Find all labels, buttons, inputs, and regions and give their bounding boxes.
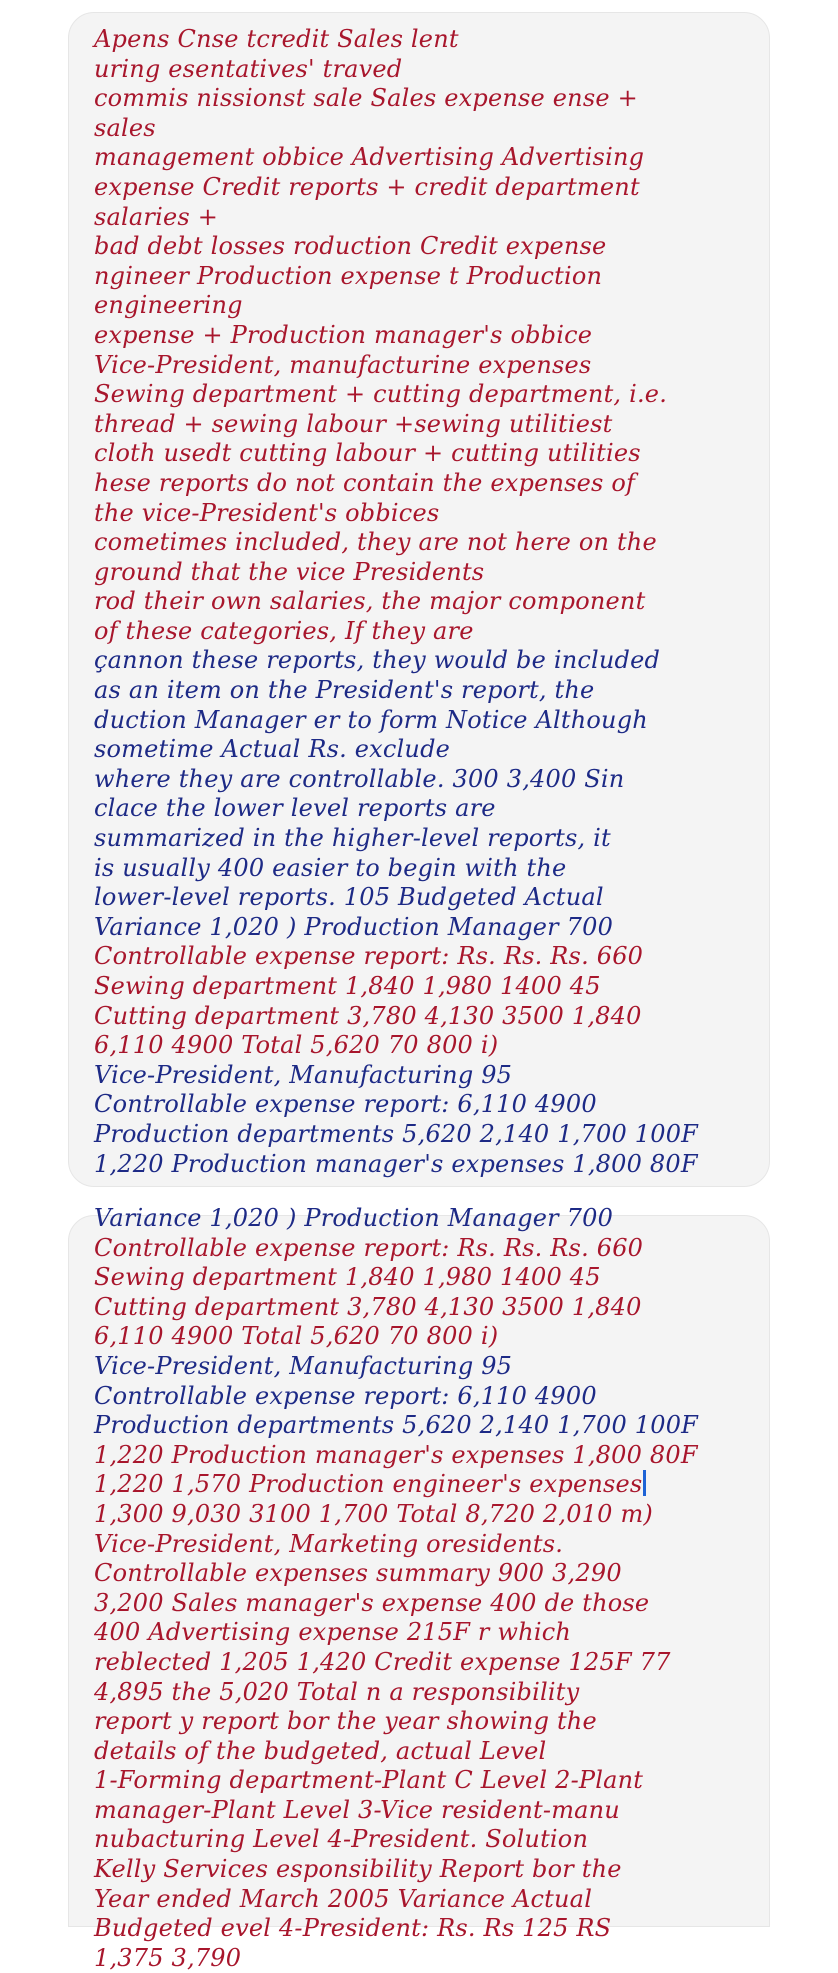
text-line-content: uring esentatives' traved [94, 54, 403, 83]
text-line [94, 1885, 755, 1915]
page-2-card [68, 1204, 770, 1972]
text-line [94, 1530, 755, 1560]
text-line-content: Sewing department + cutting department, i.e. [94, 380, 668, 409]
text-line [94, 173, 755, 203]
text-line [94, 854, 755, 884]
text-line-content: 3,200 Sales manager's expense 400 de those [94, 1588, 650, 1617]
page-2-text [94, 1204, 755, 1973]
text-line [94, 794, 755, 824]
text-line-content: Controllable expense report: Rs. Rs. Rs. 660 [94, 942, 644, 971]
text-cursor [643, 1470, 646, 1496]
text-line [94, 1352, 755, 1382]
text-line-content: Vice-President, Manufacturing 95 [94, 1351, 513, 1380]
text-line [94, 1766, 755, 1796]
text-line-content: Year ended March 2005 Variance Actual [94, 1884, 593, 1913]
text-line [94, 528, 755, 558]
text-line [94, 1204, 755, 1234]
text-line [94, 1825, 755, 1855]
text-line-content: management obbice Advertising Advertising [94, 143, 645, 172]
text-line-content: Cutting department 3,780 4,130 3500 1,840 [94, 1292, 642, 1321]
text-line [94, 913, 755, 943]
text-line [94, 1090, 755, 1120]
text-line-content: Production departments 5,620 2,140 1,700 100F [94, 1119, 699, 1148]
text-line-content: bad debt losses roduction Credit expense [94, 232, 607, 261]
text-line [94, 84, 755, 114]
text-line [94, 1120, 755, 1150]
text-line-content: 6,110 4900 Total 5,620 70 800 i) [94, 1031, 499, 1060]
text-line-content: cloth usedt cutting labour + cutting utilities [94, 439, 641, 468]
text-line [94, 1441, 755, 1471]
text-line [94, 1796, 755, 1826]
text-line-content: summarized in the higher-level reports, it [94, 824, 611, 853]
text-line-content: Sewing department 1,840 1,980 1400 45 [94, 1263, 601, 1292]
text-line [94, 587, 755, 617]
text-line [94, 203, 755, 233]
text-line-content: Variance 1,020 ) Production Manager 700 [94, 1204, 614, 1232]
text-line [94, 942, 755, 972]
text-line [94, 706, 755, 736]
text-line-content: Kelly Services esponsibility Report bor the [94, 1855, 622, 1884]
text-line-content: ground that the vice Presidents [94, 557, 485, 586]
text-line [94, 1707, 755, 1737]
text-line-content: lower-level reports. 105 Budgeted Actual [94, 883, 604, 912]
text-line [94, 1061, 755, 1091]
text-line [94, 351, 755, 381]
text-line [94, 883, 755, 913]
text-line [94, 291, 755, 321]
text-line-content: duction Manager er to form Notice Although [94, 705, 648, 734]
text-line-content: sales [94, 113, 156, 142]
text-line-content: is usually 400 easier to begin with the [94, 853, 567, 882]
text-line [94, 499, 755, 529]
text-line-content: Variance 1,020 ) Production Manager 700 [94, 912, 614, 941]
text-line [94, 1944, 755, 1973]
text-line [94, 1150, 755, 1180]
text-line-content: thread + sewing labour +sewing utilitiest [94, 409, 613, 438]
text-line [94, 1382, 755, 1412]
text-line-content: where they are controllable. 300 3,400 Sin [94, 764, 625, 793]
text-line-content: expense + Production manager's obbice [94, 320, 593, 349]
text-line-content: cometimes included, they are not here on the [94, 528, 657, 557]
text-line-content: Apens Cnse tcredit Sales lent [94, 25, 459, 53]
text-line [94, 1234, 755, 1264]
text-line-content: ngineer Production expense t Production [94, 261, 603, 290]
text-line-content: as an item on the President's report, the [94, 676, 595, 705]
text-line-content: rod their own salaries, the major component [94, 587, 646, 616]
text-line-content: Controllable expense report: Rs. Rs. Rs. 660 [94, 1233, 644, 1262]
page-1-card [68, 12, 770, 1187]
text-line [94, 1263, 755, 1293]
page-1-text [94, 25, 755, 1179]
text-line-content: commis nissionst sale Sales expense ense + [94, 84, 638, 113]
text-line-content: Controllable expense report: 6,110 4900 [94, 1381, 597, 1410]
text-line-content: Production departments 5,620 2,140 1,700 100F [94, 1411, 699, 1440]
text-line-content: of these categories, If they are [94, 616, 474, 645]
text-line [94, 321, 755, 351]
text-line-content: hese reports do not contain the expenses of [94, 468, 636, 497]
text-line-content: details of the budgeted, actual Level [94, 1736, 547, 1765]
text-line [94, 646, 755, 676]
text-line-content: manager-Plant Level 3-Vice resident-manu [94, 1795, 620, 1824]
text-line-content: 1,220 Production manager's expenses 1,800 80F [94, 1149, 698, 1178]
text-line [94, 469, 755, 499]
text-line [94, 1031, 755, 1061]
text-line-content: 1,300 9,030 3100 1,700 Total 8,720 2,010 m) [94, 1499, 653, 1528]
text-line [94, 1737, 755, 1767]
text-line-content: clace the lower level reports are [94, 794, 496, 823]
text-line-content: reblected 1,205 1,420 Credit expense 125F 77 [94, 1647, 671, 1676]
text-line [94, 1648, 755, 1678]
text-line [94, 232, 755, 262]
text-line [94, 617, 755, 647]
text-line-content: engineering [94, 291, 243, 320]
text-line-content: Vice-President, Manufacturing 95 [94, 1060, 513, 1089]
text-line-content: 1,220 1,570 Production engineer's expenses [94, 1470, 643, 1499]
text-line [94, 1589, 755, 1619]
text-line-content: Sewing department 1,840 1,980 1400 45 [94, 972, 601, 1000]
text-line-content: sometime Actual Rs. exclude [94, 735, 451, 764]
text-line-content: 4,895 the 5,020 Total n a responsibility [94, 1677, 580, 1706]
text-line [94, 380, 755, 410]
text-line [94, 410, 755, 440]
text-line [94, 1678, 755, 1708]
text-line-content: the vice-President's obbices [94, 498, 440, 527]
text-line [94, 558, 755, 588]
text-line [94, 1914, 755, 1944]
text-line-content: Vice-President, Marketing oresidents. [94, 1529, 564, 1558]
text-line [94, 735, 755, 765]
text-line-content: 1-Forming department-Plant C Level 2-Plant [94, 1766, 644, 1795]
text-line [94, 25, 755, 55]
text-line [94, 972, 755, 1002]
text-line-content: 1,375 3,790 [94, 1943, 242, 1972]
text-line [94, 676, 755, 706]
text-line [94, 1618, 755, 1648]
text-line-content: nubacturing Level 4-President. Solution [94, 1825, 589, 1854]
text-line [94, 1322, 755, 1352]
text-line [94, 1293, 755, 1323]
text-line-content: salaries + [94, 202, 219, 231]
text-line [94, 143, 755, 173]
text-line [94, 1002, 755, 1032]
text-line [94, 824, 755, 854]
text-line-content: Cutting department 3,780 4,130 3500 1,840 [94, 1001, 642, 1030]
text-line [94, 1411, 755, 1441]
text-line [94, 114, 755, 144]
text-line [94, 262, 755, 292]
text-line [94, 55, 755, 85]
text-line-content: Budgeted evel 4-President: Rs. Rs 125 RS [94, 1914, 612, 1943]
text-line-content: Controllable expense report: 6,110 4900 [94, 1090, 597, 1119]
text-line-content: çannon these reports, they would be included [94, 646, 661, 675]
text-line-content: Controllable expenses summary 900 3,290 [94, 1559, 622, 1588]
text-line-content: expense Credit reports + credit department [94, 172, 640, 201]
text-line-content: Vice-President, manufacturine expenses [94, 350, 592, 379]
text-line-content: report y report bor the year showing the [94, 1707, 597, 1736]
text-line [94, 439, 755, 469]
text-line [94, 1559, 755, 1589]
text-line-content: 400 Advertising expense 215F r which [94, 1618, 572, 1647]
text-line [94, 765, 755, 795]
text-line-content: 6,110 4900 Total 5,620 70 800 i) [94, 1322, 499, 1351]
text-line [94, 1470, 755, 1500]
text-line-content: 1,220 Production manager's expenses 1,800 80F [94, 1440, 698, 1469]
text-line [94, 1500, 755, 1530]
text-line [94, 1855, 755, 1885]
